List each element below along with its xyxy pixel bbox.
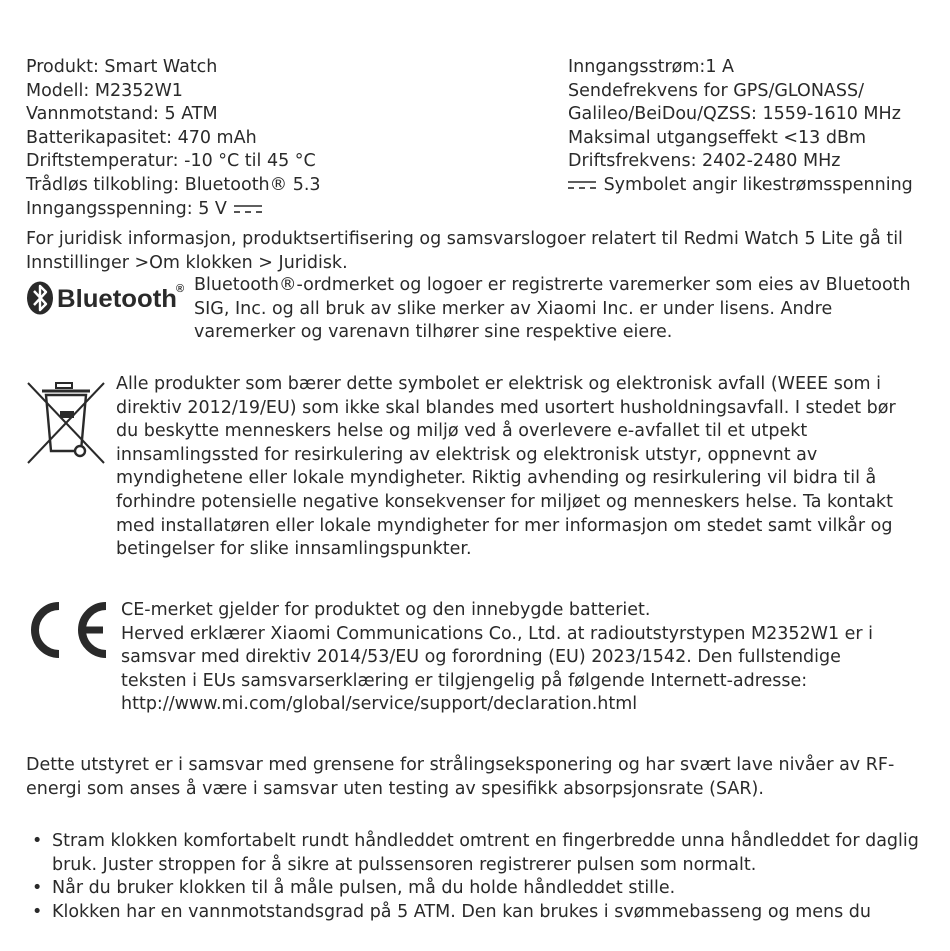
sar-text: Dette utstyret er i samsvar med grensene for strålingseksponering og har svært lave nivåer av RF-energi som anses å være i samsvar uten testing av spesifikk absorpsjonsrate (SAR). — [26, 755, 895, 799]
dc-voltage-icon — [234, 204, 262, 214]
dc-voltage-icon — [568, 180, 596, 190]
spec-wireless: Trådløs tilkobling: Bluetooth® 5.3 — [26, 174, 321, 195]
svg-text:®: ® — [176, 283, 185, 295]
spec-max-output: Maksimal utgangseffekt <13 dBm — [568, 127, 867, 148]
bluetooth-wordmark: Bluetooth — [57, 285, 177, 313]
spec-temperature: Driftstemperatur: -10 °C til 45 °C — [26, 151, 316, 172]
spec-input-voltage-label: Inngangsspenning: 5 V — [26, 198, 227, 219]
spec-input-voltage — [26, 198, 546, 222]
spec-gnss-line2: Galileo/BeiDou/QZSS: 1559-1610 MHz — [568, 104, 901, 125]
usage-bullet-list — [26, 830, 926, 924]
spec-gnss-line1: Sendefrekvens for GPS/GLONASS/ — [568, 80, 864, 101]
spec-product: Produkt: Smart Watch — [26, 57, 218, 77]
spec-dc-symbol-label: Symbolet angir likestrømsspenning — [603, 174, 913, 195]
ce-line1: CE-merket gjelder for produktet og den innebygde batteriet. — [121, 600, 651, 620]
spec-dc-symbol — [568, 174, 938, 198]
spec-water-resistance: Vannmotstand: 5 ATM — [26, 104, 218, 125]
spec-operating-frequency: Driftsfrekvens: 2402-2480 MHz — [568, 151, 841, 172]
weee-text: Alle produkter som bærer dette symbolet er elektrisk og elektronisk avfall (WEEE som i direktiv 2012/19/EU) som ikke skal blandes med usortert husholdningsavfall. I stedet bør du beskytte menneskers helse og miljø ved å overlevere e-avfallet til et utpekt innsamlingssted for resirkulering av elektrisk og elektronisk utstyr, oppnevnt av myndighetene eller lokale myndigheter. Riktig avhending og resirkulering vil bidra til å forhindre potensielle negative konsekvenser for miljøet og menneskers helse. Ta kontakt med installatøren eller lokale myndigheter for mer informasjon om stedet samt vilkår og betingelser for slike innsamlingspunkter. — [116, 374, 896, 560]
bluetooth-icon — [26, 280, 188, 316]
spec-input-current: Inngangsstrøm:1 A — [568, 57, 734, 77]
specs-right — [568, 56, 938, 198]
legal-info: For juridisk informasjon, produktsertifisering og samsvarslogoer relatert til Redmi Watch 5 Lite gå til Innstillinger >Om klokken > Juridisk. — [26, 229, 903, 273]
specs-left — [26, 56, 546, 221]
ce-mark-icon — [26, 600, 110, 668]
ce-text — [121, 599, 911, 717]
spec-battery: Batterikapasitet: 470 mAh — [26, 127, 257, 148]
list-item: • Stram klokken komfortabelt rundt håndleddet omtrent en fingerbredde unna håndleddet for daglig bruk. Juster stroppen for å sikre at pulssensoren registrerer pulsen som normalt. — [26, 830, 926, 877]
bluetooth-trademark-text: Bluetooth®-ordmerket og logoer er registrerte varemerker som eies av Bluetooth SIG, Inc. og all bruk av slike merker av Xiaomi Inc. er under lisens. Andre varemerker og varenavn tilhører sine respektive eiere. — [194, 275, 911, 343]
spec-model: Modell: M2352W1 — [26, 80, 183, 101]
ce-declaration: Herved erklærer Xiaomi Communications Co., Ltd. at radioutstyrstypen M2352W1 er i samsvar med direktiv 2014/53/EU og forordning (EU) 2023/1542. Den fullstendige teksten i EUs samsvarserklæring er tilgjengelig på følgende Internett-adresse: http://www.mi.com/global/service/support/declaration.html — [121, 623, 874, 715]
weee-bin-icon — [26, 381, 106, 473]
list-item: • Når du bruker klokken til å måle pulsen, må du holde håndleddet stille. — [26, 877, 926, 901]
list-item: • Klokken har en vannmotstandsgrad på 5 ATM. Den kan brukes i svømmebasseng og mens du — [26, 901, 926, 925]
bluetooth-logo — [26, 280, 188, 324]
